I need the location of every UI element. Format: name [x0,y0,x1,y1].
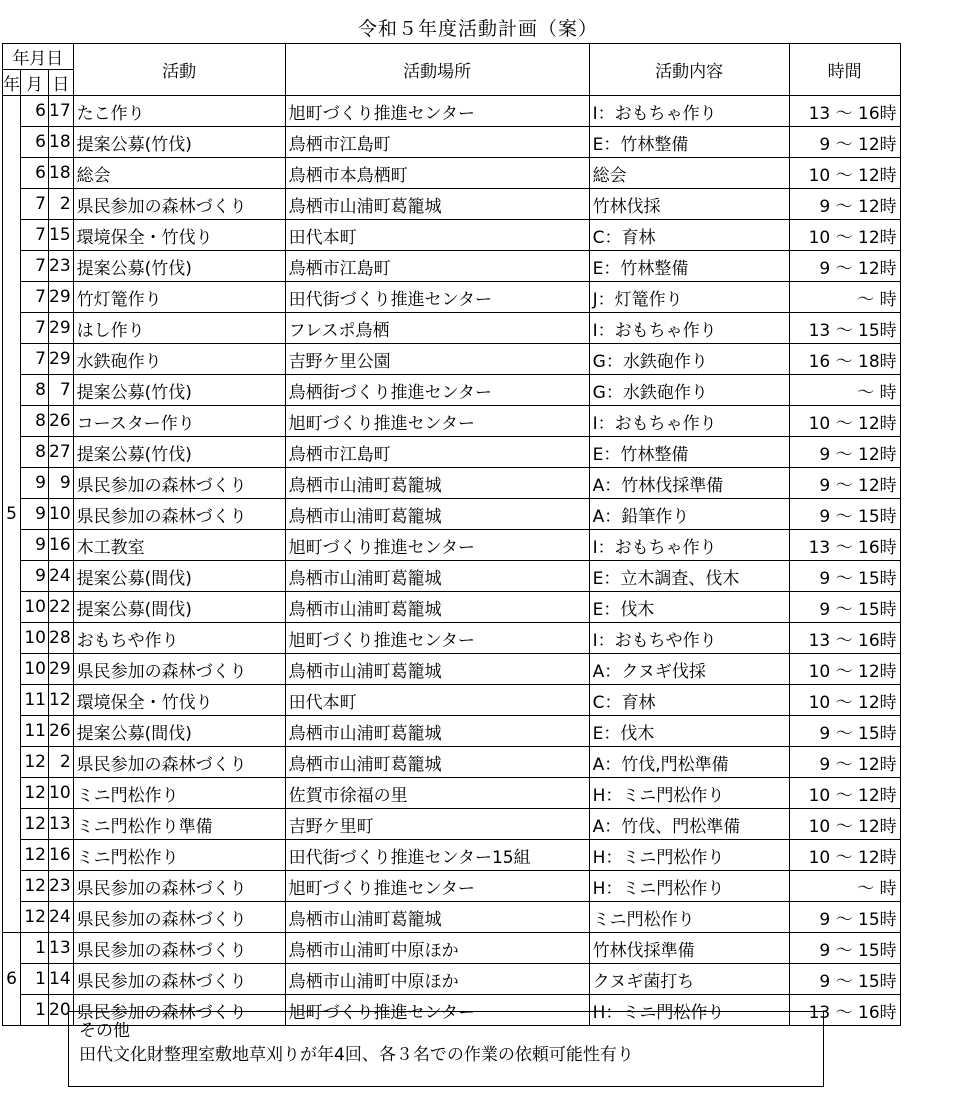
content-cell: C：育林 [589,220,789,251]
activity-cell: 提案公募(竹伐) [73,127,285,158]
place-cell: 旭町づくり推進センター [285,623,589,654]
month-cell: 8 [21,375,49,406]
activity-cell: 水鉄砲作り [73,344,285,375]
month-cell: 12 [21,871,49,902]
place-cell: 鳥栖市山浦町葛籠城 [285,561,589,592]
header-day: 日 [49,70,74,96]
day-cell: 9 [49,468,74,499]
day-cell: 18 [49,127,74,158]
day-cell: 18 [49,158,74,189]
content-cell: E：竹林整備 [589,437,789,468]
month-cell: 10 [21,592,49,623]
activity-cell: ミニ門松作り [73,840,285,871]
time-cell: 13 ～ 16時 [789,530,900,561]
activity-cell: はし作り [73,313,285,344]
month-cell: 12 [21,809,49,840]
document-title: 令和５年度活動計画（案） [357,18,598,40]
month-cell: 6 [21,127,49,158]
header-content: 活動内容 [589,44,789,96]
table-row [3,189,901,220]
content-cell: 総会 [589,158,789,189]
day-cell: 23 [49,871,74,902]
day-cell: 24 [49,902,74,933]
month-cell: 8 [21,406,49,437]
time-cell: 9 ～ 12時 [789,189,900,220]
content-cell: H：ミニ門松作り [589,871,789,902]
place-cell: 旭町づくり推進センター [285,995,589,1026]
place-cell: 鳥栖市本鳥栖町 [285,158,589,189]
content-cell: E：伐木 [589,592,789,623]
table-row [3,530,901,561]
content-cell: ミニ門松作り [589,902,789,933]
activity-cell: 提案公募(竹伐) [73,375,285,406]
month-cell: 7 [21,220,49,251]
time-cell: 10 ～ 12時 [789,809,900,840]
day-cell: 24 [49,561,74,592]
content-cell: I：おもちゃ作り [589,406,789,437]
time-cell: 13 ～ 16時 [789,995,900,1026]
place-cell: 佐賀市徐福の里 [285,778,589,809]
month-cell: 7 [21,282,49,313]
content-cell: C：育林 [589,685,789,716]
activity-cell: 提案公募(竹伐) [73,437,285,468]
table-row [3,871,901,902]
day-cell: 2 [49,747,74,778]
time-cell: ～ 時 [789,375,900,406]
time-cell: 16 ～ 18時 [789,344,900,375]
day-cell: 29 [49,344,74,375]
activity-cell: 県民参加の森林づくり [73,747,285,778]
month-cell: 9 [21,530,49,561]
content-cell: I：おもちゃ作り [589,313,789,344]
activity-cell: 提案公募(間伐) [73,561,285,592]
time-cell: 9 ～ 15時 [789,716,900,747]
time-cell: 9 ～ 15時 [789,964,900,995]
header-activity: 活動 [73,44,285,96]
content-cell: 竹林伐採準備 [589,933,789,964]
month-cell: 10 [21,654,49,685]
table-row [3,96,901,127]
table-row [3,220,901,251]
place-cell: 鳥栖街づくり推進センター [285,375,589,406]
day-cell: 17 [49,96,74,127]
content-cell: E：竹林整備 [589,127,789,158]
month-cell: 12 [21,840,49,871]
month-cell: 12 [21,778,49,809]
place-cell: 吉野ケ里町 [285,809,589,840]
notes-text: 田代文化財整理室敷地草刈りが年4回、各３名での作業の依頼可能性有り [79,1045,634,1065]
month-cell: 1 [21,995,49,1026]
month-cell: 1 [21,933,49,964]
content-cell: A：竹林伐採準備 [589,468,789,499]
table-row [3,251,901,282]
table-row [3,344,901,375]
table-row [3,127,901,158]
activity-cell: 提案公募(竹伐) [73,251,285,282]
day-cell: 26 [49,406,74,437]
activity-cell: 県民参加の森林づくり [73,964,285,995]
year-cell: 5 [3,96,21,933]
month-cell: 9 [21,499,49,530]
day-cell: 27 [49,437,74,468]
place-cell: 鳥栖市山浦町葛籠城 [285,747,589,778]
time-cell: 9 ～ 12時 [789,251,900,282]
place-cell: 鳥栖市江島町 [285,127,589,158]
day-cell: 12 [49,685,74,716]
header-time: 時間 [789,44,900,96]
place-cell: 鳥栖市江島町 [285,437,589,468]
place-cell: 鳥栖市山浦町葛籠城 [285,902,589,933]
day-cell: 13 [49,809,74,840]
day-cell: 10 [49,499,74,530]
table-body [3,96,901,1026]
day-cell: 29 [49,313,74,344]
day-cell: 13 [49,933,74,964]
table-row [3,282,901,313]
activity-cell: たこ作り [73,96,285,127]
activity-cell: ミニ門松作り準備 [73,809,285,840]
day-cell: 26 [49,716,74,747]
content-cell: I：おもちゃ作り [589,96,789,127]
place-cell: 田代街づくり推進センター15組 [285,840,589,871]
month-cell: 9 [21,468,49,499]
activity-cell: 県民参加の森林づくり [73,995,285,1026]
place-cell: 鳥栖市江島町 [285,251,589,282]
activity-cell: 環境保全・竹伐り [73,220,285,251]
time-cell: 9 ～ 15時 [789,902,900,933]
day-cell: 16 [49,840,74,871]
time-cell: ～ 時 [789,871,900,902]
time-cell: ～ 時 [789,282,900,313]
time-cell: 9 ～ 12時 [789,127,900,158]
activity-cell: 県民参加の森林づくり [73,902,285,933]
table-row [3,406,901,437]
place-cell: 吉野ケ里公園 [285,344,589,375]
time-cell: 9 ～ 15時 [789,499,900,530]
activity-cell: 県民参加の森林づくり [73,499,285,530]
time-cell: 9 ～ 15時 [789,592,900,623]
table-row [3,158,901,189]
place-cell: 鳥栖市山浦町葛籠城 [285,654,589,685]
table-row [3,747,901,778]
content-cell: 竹林伐採 [589,189,789,220]
place-cell: 田代本町 [285,220,589,251]
table-row [3,902,901,933]
content-cell: クヌギ菌打ち [589,964,789,995]
notes-box [68,1011,824,1087]
content-cell: E：竹林整備 [589,251,789,282]
table-row [3,468,901,499]
table-row [3,654,901,685]
time-cell: 10 ～ 12時 [789,220,900,251]
content-cell: J：灯篭作り [589,282,789,313]
table-row [3,809,901,840]
time-cell: 10 ～ 12時 [789,685,900,716]
table-row [3,375,901,406]
day-cell: 29 [49,654,74,685]
time-cell: 13 ～ 16時 [789,623,900,654]
place-cell: 鳥栖市山浦町葛籠城 [285,592,589,623]
content-cell: A：鉛筆作り [589,499,789,530]
table-row [3,592,901,623]
time-cell: 13 ～ 15時 [789,313,900,344]
place-cell: 旭町づくり推進センター [285,406,589,437]
place-cell: 鳥栖市山浦町葛籠城 [285,716,589,747]
activity-cell: ミニ門松作り [73,778,285,809]
month-cell: 7 [21,313,49,344]
table-row [3,561,901,592]
activity-cell: 県民参加の森林づくり [73,189,285,220]
place-cell: フレスポ鳥栖 [285,313,589,344]
day-cell: 14 [49,964,74,995]
activity-cell: 総会 [73,158,285,189]
place-cell: 旭町づくり推進センター [285,530,589,561]
activity-cell: 県民参加の森林づくり [73,468,285,499]
year-cell: 6 [3,933,21,1026]
time-cell: 13 ～ 16時 [789,96,900,127]
table-row [3,933,901,964]
content-cell: E：立木調査、伐木 [589,561,789,592]
place-cell: 田代街づくり推進センター [285,282,589,313]
month-cell: 12 [21,747,49,778]
day-cell: 7 [49,375,74,406]
header-month: 月 [21,70,49,96]
activity-cell: 提案公募(間伐) [73,592,285,623]
content-cell: A：クヌギ伐採 [589,654,789,685]
header-date: 年月日 [3,44,74,70]
header-year: 年 [3,70,21,96]
place-cell: 鳥栖市山浦町葛籠城 [285,189,589,220]
day-cell: 20 [49,995,74,1026]
month-cell: 6 [21,158,49,189]
time-cell: 10 ～ 12時 [789,778,900,809]
table-row [3,716,901,747]
place-cell: 鳥栖市山浦町葛籠城 [285,468,589,499]
activity-cell: 県民参加の森林づくり [73,654,285,685]
activity-cell: 県民参加の森林づくり [73,933,285,964]
place-cell: 旭町づくり推進センター [285,96,589,127]
table-row [3,685,901,716]
activity-cell: コースター作り [73,406,285,437]
time-cell: 9 ～ 12時 [789,468,900,499]
time-cell: 10 ～ 12時 [789,406,900,437]
time-cell: 9 ～ 12時 [789,747,900,778]
activity-cell: 竹灯篭作り [73,282,285,313]
month-cell: 12 [21,902,49,933]
table-row [3,499,901,530]
activity-cell: 提案公募(間伐) [73,716,285,747]
time-cell: 9 ～ 15時 [789,561,900,592]
content-cell: G：水鉄砲作り [589,344,789,375]
activity-cell: 県民参加の森林づくり [73,871,285,902]
place-cell: 鳥栖市山浦町葛籠城 [285,499,589,530]
content-cell: H：ミニ門松作り [589,840,789,871]
time-cell: 9 ～ 15時 [789,933,900,964]
place-cell: 旭町づくり推進センター [285,871,589,902]
content-cell: A：竹伐,門松準備 [589,747,789,778]
table-row [3,778,901,809]
place-cell: 田代本町 [285,685,589,716]
table-row [3,840,901,871]
day-cell: 22 [49,592,74,623]
day-cell: 2 [49,189,74,220]
month-cell: 7 [21,189,49,220]
content-cell: G：水鉄砲作り [589,375,789,406]
day-cell: 16 [49,530,74,561]
day-cell: 10 [49,778,74,809]
month-cell: 11 [21,685,49,716]
content-cell: H：ミニ門松作り [589,778,789,809]
content-cell: I：おもちや作り [589,623,789,654]
time-cell: 10 ～ 12時 [789,158,900,189]
table-row [3,437,901,468]
table-row [3,623,901,654]
time-cell: 9 ～ 12時 [789,437,900,468]
month-cell: 6 [21,96,49,127]
day-cell: 28 [49,623,74,654]
day-cell: 23 [49,251,74,282]
header-place: 活動場所 [285,44,589,96]
activity-cell: 環境保全・竹伐り [73,685,285,716]
month-cell: 8 [21,437,49,468]
content-cell: I：おもちゃ作り [589,530,789,561]
month-cell: 7 [21,251,49,282]
time-cell: 10 ～ 12時 [789,654,900,685]
content-cell: A：竹伐、門松準備 [589,809,789,840]
month-cell: 10 [21,623,49,654]
activity-plan-table [2,43,901,1026]
month-cell: 1 [21,964,49,995]
content-cell: E：伐木 [589,716,789,747]
month-cell: 9 [21,561,49,592]
notes-heading: その他 [79,1021,130,1041]
month-cell: 7 [21,344,49,375]
table-row [3,313,901,344]
activity-cell: おもちや作り [73,623,285,654]
month-cell: 11 [21,716,49,747]
time-cell: 10 ～ 12時 [789,840,900,871]
activity-cell: 木工教室 [73,530,285,561]
content-cell: H：ミニ門松作り [589,995,789,1026]
place-cell: 鳥栖市山浦町中原ほか [285,964,589,995]
day-cell: 15 [49,220,74,251]
place-cell: 鳥栖市山浦町中原ほか [285,933,589,964]
table-row [3,964,901,995]
day-cell: 29 [49,282,74,313]
